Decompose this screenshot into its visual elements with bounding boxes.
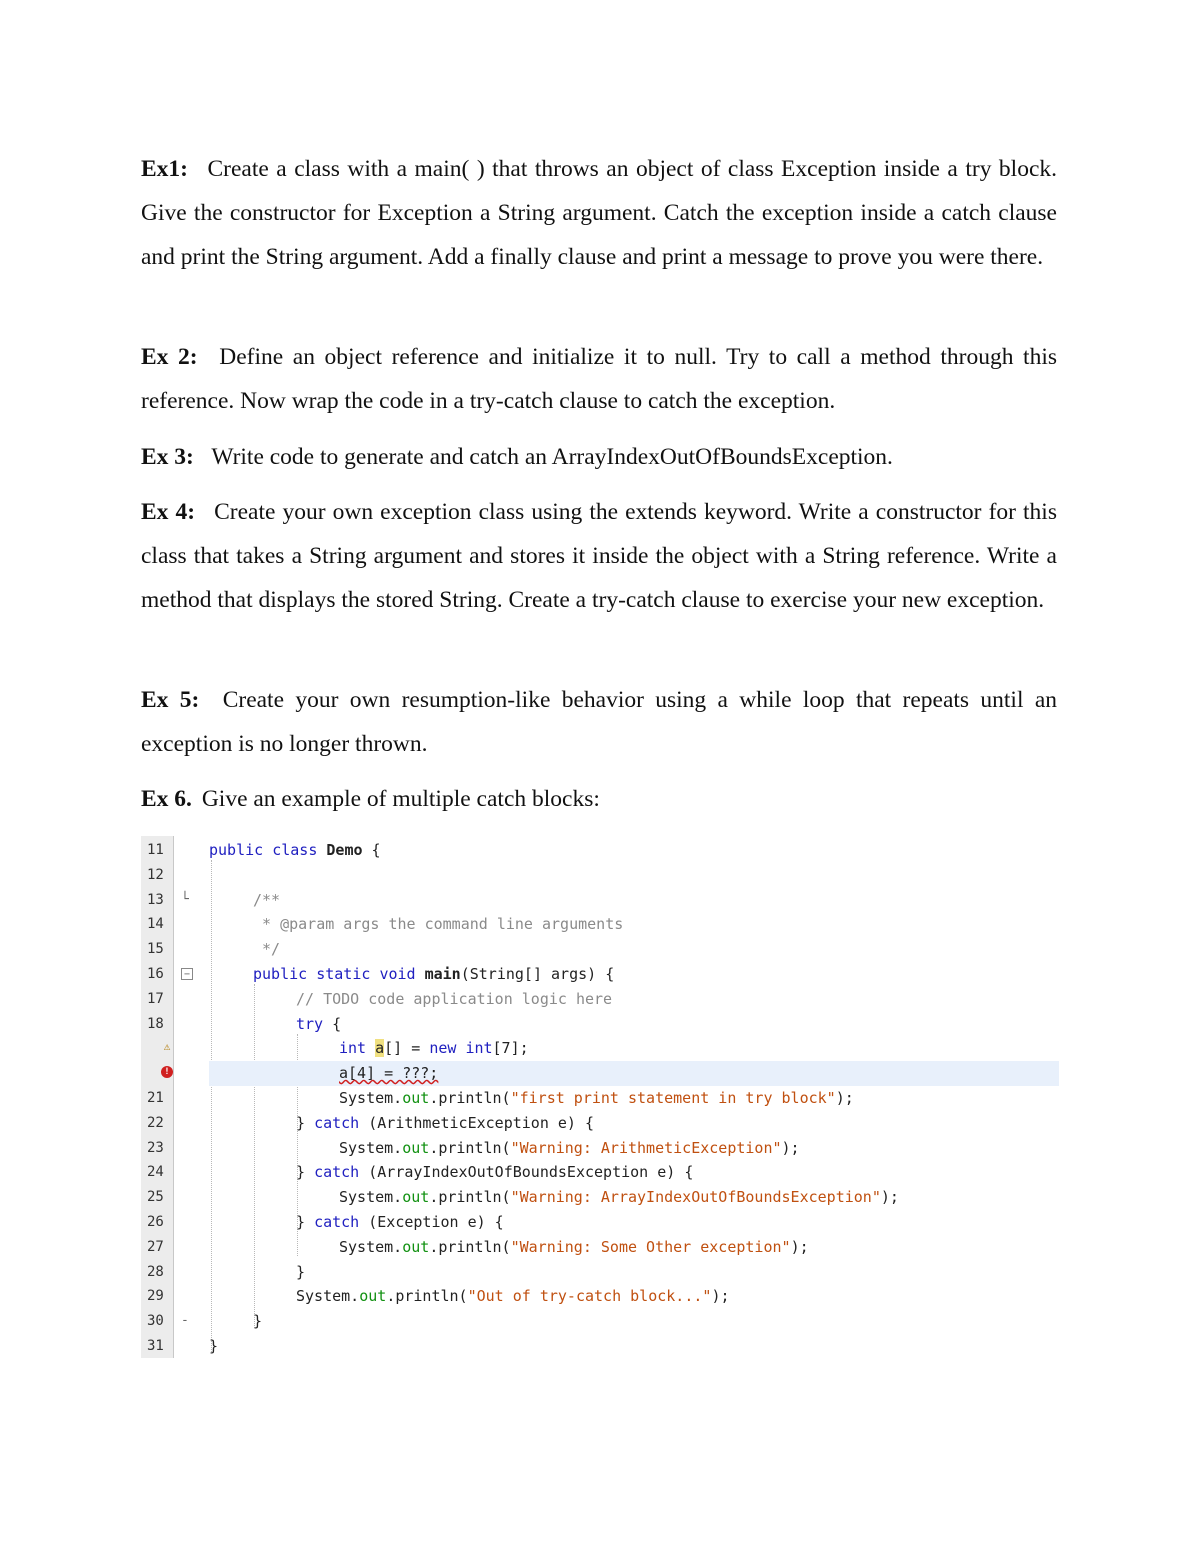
exercise-2-label: Ex 2: — [141, 344, 198, 370]
code-text: int a[] = new int[7]; — [339, 1039, 529, 1058]
code-text: System.out.println("first print statement in try block"); — [339, 1089, 854, 1107]
code-text: } — [253, 1312, 263, 1331]
exercise-1-label: Ex1: — [141, 156, 188, 182]
code-text: // TODO code application logic here — [296, 989, 613, 1008]
exercise-5-text: Create your own resumption-like behavior using a while loop that repeats until an exception is no longer thrown. — [141, 687, 1058, 757]
line-number: 15 — [147, 941, 164, 958]
exercise-1 — [141, 147, 1057, 279]
code-text: } catch (Exception e) { — [296, 1213, 504, 1231]
code-line — [141, 987, 1059, 1012]
fold-end-icon: - — [181, 1313, 189, 1329]
line-number: 22 — [147, 1114, 164, 1131]
code-text: * @param args the command line arguments — [253, 915, 624, 934]
exercise-2-text: Define an object reference and initialize it to null. Try to call a method through this reference. Now wrap the code in a try-catch clause to catch the exception. — [141, 344, 1058, 414]
warning-bulb-icon[interactable]: ⚠ — [163, 1040, 171, 1054]
code-line — [141, 1309, 1059, 1334]
code-line — [141, 1235, 1059, 1260]
code-line — [141, 1334, 1059, 1359]
code-line — [141, 1210, 1059, 1235]
code-editor — [141, 836, 1059, 1358]
code-line — [141, 1260, 1059, 1285]
code-line — [141, 912, 1059, 937]
code-line — [141, 937, 1059, 962]
exercise-3-text: Write code to generate and catch an ArrayIndexOutOfBoundsException. — [211, 444, 893, 470]
exercise-3 — [141, 435, 1057, 479]
line-number: 14 — [147, 916, 164, 933]
exercise-4-label: Ex 4: — [141, 499, 196, 525]
code-line — [141, 1185, 1059, 1210]
code-line — [141, 888, 1059, 913]
exercise-5-label: Ex 5: — [141, 687, 200, 713]
line-number: 28 — [147, 1263, 164, 1280]
fold-end-icon: └ — [181, 891, 189, 907]
line-number: 12 — [147, 866, 164, 883]
line-number: 23 — [147, 1139, 164, 1156]
line-number: 18 — [147, 1015, 164, 1032]
line-number: 26 — [147, 1214, 164, 1230]
exercise-6 — [141, 777, 1057, 821]
exercise-5 — [141, 678, 1057, 766]
code-text: } catch (ArrayIndexOutOfBoundsException e) { — [296, 1163, 694, 1182]
code-text: try { — [296, 1014, 342, 1033]
code-text: a[4] = ???; — [339, 1064, 439, 1083]
line-number: 13 — [147, 891, 164, 908]
code-text: System.out.println("Warning: ArrayIndexOutOfBoundsException"); — [339, 1188, 899, 1207]
code-text: /** — [253, 890, 281, 909]
code-line — [141, 838, 1059, 863]
exercise-4 — [141, 490, 1057, 622]
code-text: public class Demo { — [209, 841, 381, 859]
exercise-2 — [141, 335, 1057, 423]
line-number: 21 — [147, 1090, 164, 1106]
code-text: */ — [253, 940, 281, 959]
line-number: 17 — [147, 990, 164, 1007]
line-number: 25 — [147, 1189, 164, 1206]
code-line — [141, 962, 1059, 987]
line-number: 30 — [147, 1313, 164, 1330]
line-number: 16 — [147, 966, 164, 982]
exercise-6-text: Give an example of multiple catch blocks: — [201, 786, 600, 812]
code-text: System.out.println("Out of try-catch block..."); — [296, 1287, 730, 1306]
line-number: 31 — [147, 1338, 164, 1354]
code-line — [141, 1086, 1059, 1111]
code-text: System.out.println("Warning: ArithmeticException"); — [339, 1138, 800, 1157]
code-text: System.out.println("Warning: Some Other exception"); — [339, 1237, 809, 1256]
line-number: 29 — [147, 1288, 164, 1305]
code-line — [141, 1136, 1059, 1161]
exercise-1-text: Create a class with a main( ) that throws an object of class Exception inside a try block. Give the constructor for Exception a String argument. Catch the exception inside a catch clause and print the String argument. Add a finally clause and print a message to prove you were there. — [141, 156, 1058, 270]
fold-collapse-icon[interactable]: − — [181, 968, 193, 980]
code-line — [141, 1012, 1059, 1037]
code-line — [141, 1061, 1059, 1086]
exercise-3-label: Ex 3: — [141, 444, 194, 470]
code-line — [141, 1160, 1059, 1185]
code-text: public static void main(String[] args) { — [253, 965, 615, 983]
code-line — [141, 1284, 1059, 1309]
code-line — [141, 1036, 1059, 1061]
code-line — [141, 1111, 1059, 1136]
exercise-4-text: Create your own exception class using the extends keyword. Write a constructor for this class that takes a String argument and stores it inside the object with a String reference. Write a method that displays the stored String. Create a try-catch clause to exercise your new exception. — [141, 499, 1057, 613]
exercise-6-label: Ex 6. — [141, 786, 192, 812]
line-number: 11 — [147, 842, 164, 858]
code-text: } — [296, 1262, 306, 1281]
code-text: } catch (ArithmeticException e) { — [296, 1113, 595, 1132]
line-number: 24 — [147, 1164, 164, 1181]
code-line — [141, 863, 1059, 888]
error-icon[interactable]: ! — [161, 1066, 173, 1078]
code-text: } — [209, 1337, 219, 1355]
line-number: 27 — [147, 1238, 164, 1255]
